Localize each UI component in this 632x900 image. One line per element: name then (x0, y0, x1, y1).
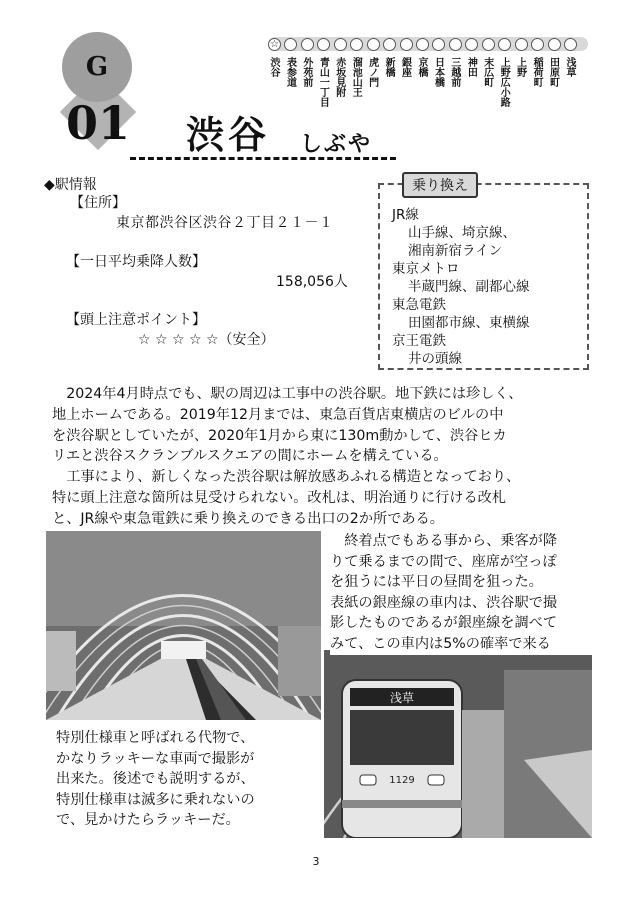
station-strip-label: 渋谷 (268, 57, 279, 77)
station-strip (0, 0, 632, 130)
body-text (52, 384, 592, 530)
transfer-route: 半蔵門線、副都心線 (408, 279, 530, 295)
station-name: 渋谷 (186, 112, 271, 157)
transfer-route: 田園都市線、東横線 (408, 315, 530, 331)
train-photo (324, 650, 592, 838)
line-letter: G (85, 52, 109, 82)
station-strip-label: 表参道 (284, 57, 296, 87)
transfer-box (378, 183, 589, 370)
caption-line: 特別仕様車と呼ばれる代物で、 (56, 730, 255, 746)
station-marker-icon (564, 38, 577, 51)
station-strip-label: 虎ノ門 (366, 57, 378, 87)
train-destination: 浅草 (389, 691, 415, 705)
station-strip-label: 青山一丁目 (317, 57, 329, 107)
station-strip-label: 浅草 (564, 57, 575, 77)
caption-line: 影したものであるが銀座線を調べて (330, 615, 558, 632)
transfer-company: JR線 (392, 207, 419, 223)
caption-line: かなりラッキーな車両で撮影が (56, 750, 255, 767)
station-marker-icon (432, 38, 445, 51)
station-marker-icon (400, 38, 413, 51)
station-marker-icon (531, 38, 544, 51)
station-marker-icon (416, 38, 429, 51)
station-marker-icon (482, 38, 495, 51)
address-value: 東京都渋谷区渋谷２丁目２１－１ (116, 215, 334, 231)
station-marker-icon (548, 38, 561, 51)
station-marker-icon (515, 38, 528, 51)
caption-line: 出来た。後述でも説明するが、 (56, 771, 255, 788)
station-number: 01 (66, 96, 131, 150)
train-car-number: 1129 (389, 775, 415, 786)
body-line: 工事により、新しくなった渋谷駅は解放感あふれる構造となっており、 (52, 469, 521, 486)
body-line: を渋谷駅としていたが、2020年1月から東に130m動かして、渋谷ヒカ (52, 427, 507, 444)
station-marker-icon (334, 38, 347, 51)
station-strip-label: 上野広小路 (498, 57, 510, 107)
station-strip-label: 銀座 (399, 57, 411, 77)
station-strip-label: 末広町 (481, 57, 493, 87)
transfer-route: 湘南新宿ライン (408, 243, 503, 259)
caption-line: で、見かけたらラッキーだ。 (56, 812, 240, 829)
station-marker-icon (350, 38, 363, 51)
station-marker-icon (465, 38, 478, 51)
body-line: 2024年4月時点でも、駅の周辺は工事中の渋谷駅。地下鉄には珍しく、 (52, 386, 523, 402)
station-marker-icon (317, 38, 330, 51)
station-strip-label: 神田 (465, 57, 477, 77)
station-marker-icon (498, 38, 511, 51)
station-strip-label: 上野 (514, 57, 526, 77)
left-caption (56, 728, 324, 831)
station-strip-label: 三越前 (448, 57, 460, 87)
platform-photo (46, 531, 321, 720)
station-marker-icon (367, 38, 380, 51)
current-station-marker-icon: ☆ (268, 38, 281, 51)
body-line: 地上ホームである。2019年12月までは、東急百貨店東横店のビルの中 (52, 406, 504, 423)
riders-label: 【一日平均乗降人数】 (66, 254, 206, 270)
station-marker-icon (449, 38, 462, 51)
caption-line: みて、この車内は5%の確率で来る (330, 635, 551, 652)
station-reading: しぶや (300, 131, 373, 157)
body-line: と、JR線や東急電鉄に乗り換えのできる出口の2か所である。 (52, 510, 444, 527)
body-line: 特に頭上注意な箇所は見受けられない。改札は、明治通りに行ける改札 (52, 489, 507, 506)
info-heading: ◆駅情報 (44, 177, 97, 193)
caption-line: を狙うには平日の昼間を狙った。 (330, 574, 543, 591)
station-strip-label: 稲荷町 (531, 57, 543, 87)
station-strip-label: 新橋 (383, 57, 395, 77)
riders-value: 158,056人 (276, 274, 348, 290)
caption-line: 終着点でもある事から、乗客が降 (330, 533, 558, 549)
address-label: 【住所】 (70, 195, 126, 211)
transfer-company: 京王電鉄 (392, 333, 446, 349)
station-strip-label: 赤坂見附 (333, 57, 345, 97)
body-line: リエと渋谷スクランブルスクエアの間にホームを構えている。 (52, 448, 448, 465)
station-marker-icon (284, 38, 297, 51)
caution-rating: ☆ ☆ ☆ ☆ ☆（安全） (138, 332, 275, 348)
station-strip-label: 京橋 (416, 57, 427, 77)
right-caption (330, 531, 592, 655)
station-strip-label: 田原町 (547, 57, 559, 87)
page-number: 3 (312, 855, 320, 868)
transfer-company: 東急電鉄 (392, 297, 446, 313)
caption-line: りて乗るまでの間で、座席が空っぽ (330, 553, 557, 570)
station-strip-label: 溜池山王 (350, 57, 362, 97)
transfer-label: 乗り換え (402, 172, 478, 198)
transfer-route: 山手線、埼京線、 (408, 225, 516, 241)
transfer-route: 井の頭線 (408, 351, 462, 367)
title-underline (130, 157, 396, 160)
station-marker-icon (301, 38, 314, 51)
caution-label: 【頭上注意ポイント】 (66, 312, 206, 328)
station-marker-icon (383, 38, 396, 51)
caption-line: 表紙の銀座線の車内は、渋谷駅で撮 (330, 594, 558, 611)
transfer-company: 東京メトロ (392, 261, 460, 277)
caption-line: 特別仕様車は滅多に乗れないの (56, 791, 255, 808)
station-strip-label: 日本橋 (432, 57, 444, 87)
station-strip-label: 外苑前 (300, 57, 312, 87)
